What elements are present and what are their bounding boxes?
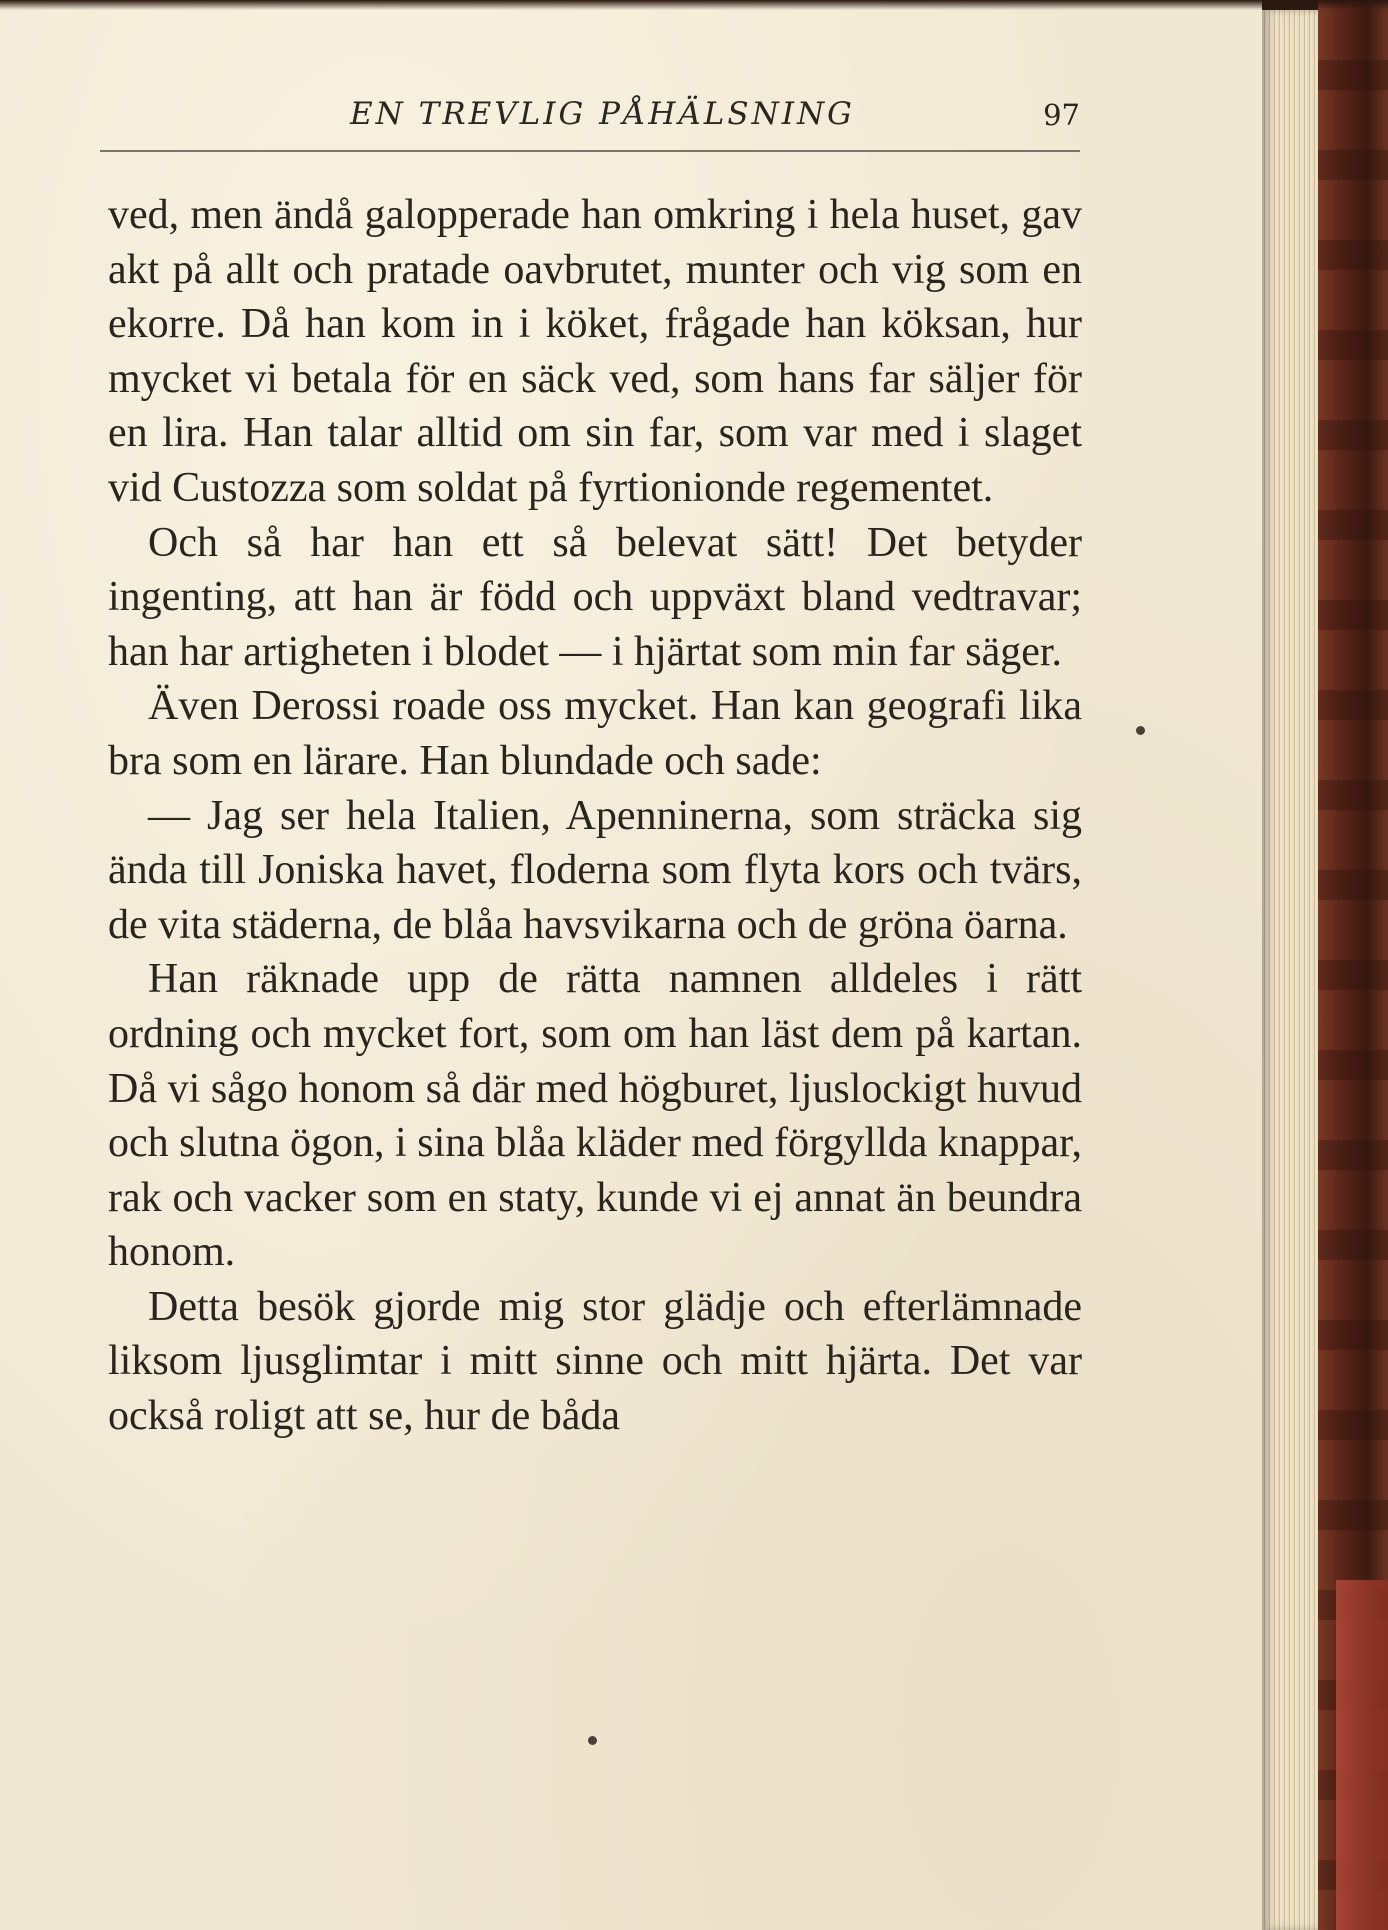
ink-speck bbox=[1136, 726, 1145, 735]
paragraph: ved, men ändå galopperade han omkring i hela huset, gav akt på allt och pratade oavbrutet, munter och vig som en ekorre. Då han kom in i köket, frågade han köksan, hur mycket vi betala för en säck ved, som hans far säljer för en lira. Han talar alltid om sin far, som var med i slaget vid Custozza som soldat på fyrtionionde regementet. bbox=[108, 192, 1082, 511]
paragraph: — Jag ser hela Italien, Apenninerna, som sträcka sig ända till Joniska havet, floderna som flyta kors och tvärs, de vita städerna, de blåa havsvikarna och de gröna öarna. bbox=[108, 792, 1082, 948]
running-title: EN TREVLIG PÅHÄLSNING bbox=[350, 96, 855, 132]
page-number: 97 bbox=[1043, 98, 1080, 132]
paragraph: Detta besök gjorde mig stor glädje och efterlämnade liksom ljusglimtar i mitt sinne och mitt hjärta. Det var också roligt att se, hur de båda bbox=[108, 1283, 1082, 1440]
paragraph: Han räknade upp de rätta namnen alldeles i rätt ordning och mycket fort, som om han läst dem på kartan. Då vi sågo honom så där med högburet, ljuslockigt huvud och slutna ögon, i sina blåa kläder med förgyllda knappar, rak och vacker som en staty, kunde vi ej annat än beundra honom. bbox=[108, 956, 1082, 1276]
top-shadow bbox=[0, 0, 1388, 10]
ink-speck bbox=[588, 1736, 597, 1745]
running-header bbox=[100, 96, 1080, 136]
paragraph: Även Derossi roade oss mycket. Han kan geografi lika bra som en lärare. Han blundade och sade: bbox=[108, 683, 1082, 784]
paragraph: Och så har han ett så belevat sätt! Det betyder ingenting, att han är född och uppväxt bland vedtravar; han har artigheten i blodet — i hjärtat som min far säger. bbox=[108, 519, 1082, 675]
cover-spine-accent bbox=[1336, 1580, 1388, 1930]
body-text bbox=[108, 188, 1082, 1444]
page-edges bbox=[1262, 10, 1318, 1930]
header-rule bbox=[100, 150, 1080, 152]
